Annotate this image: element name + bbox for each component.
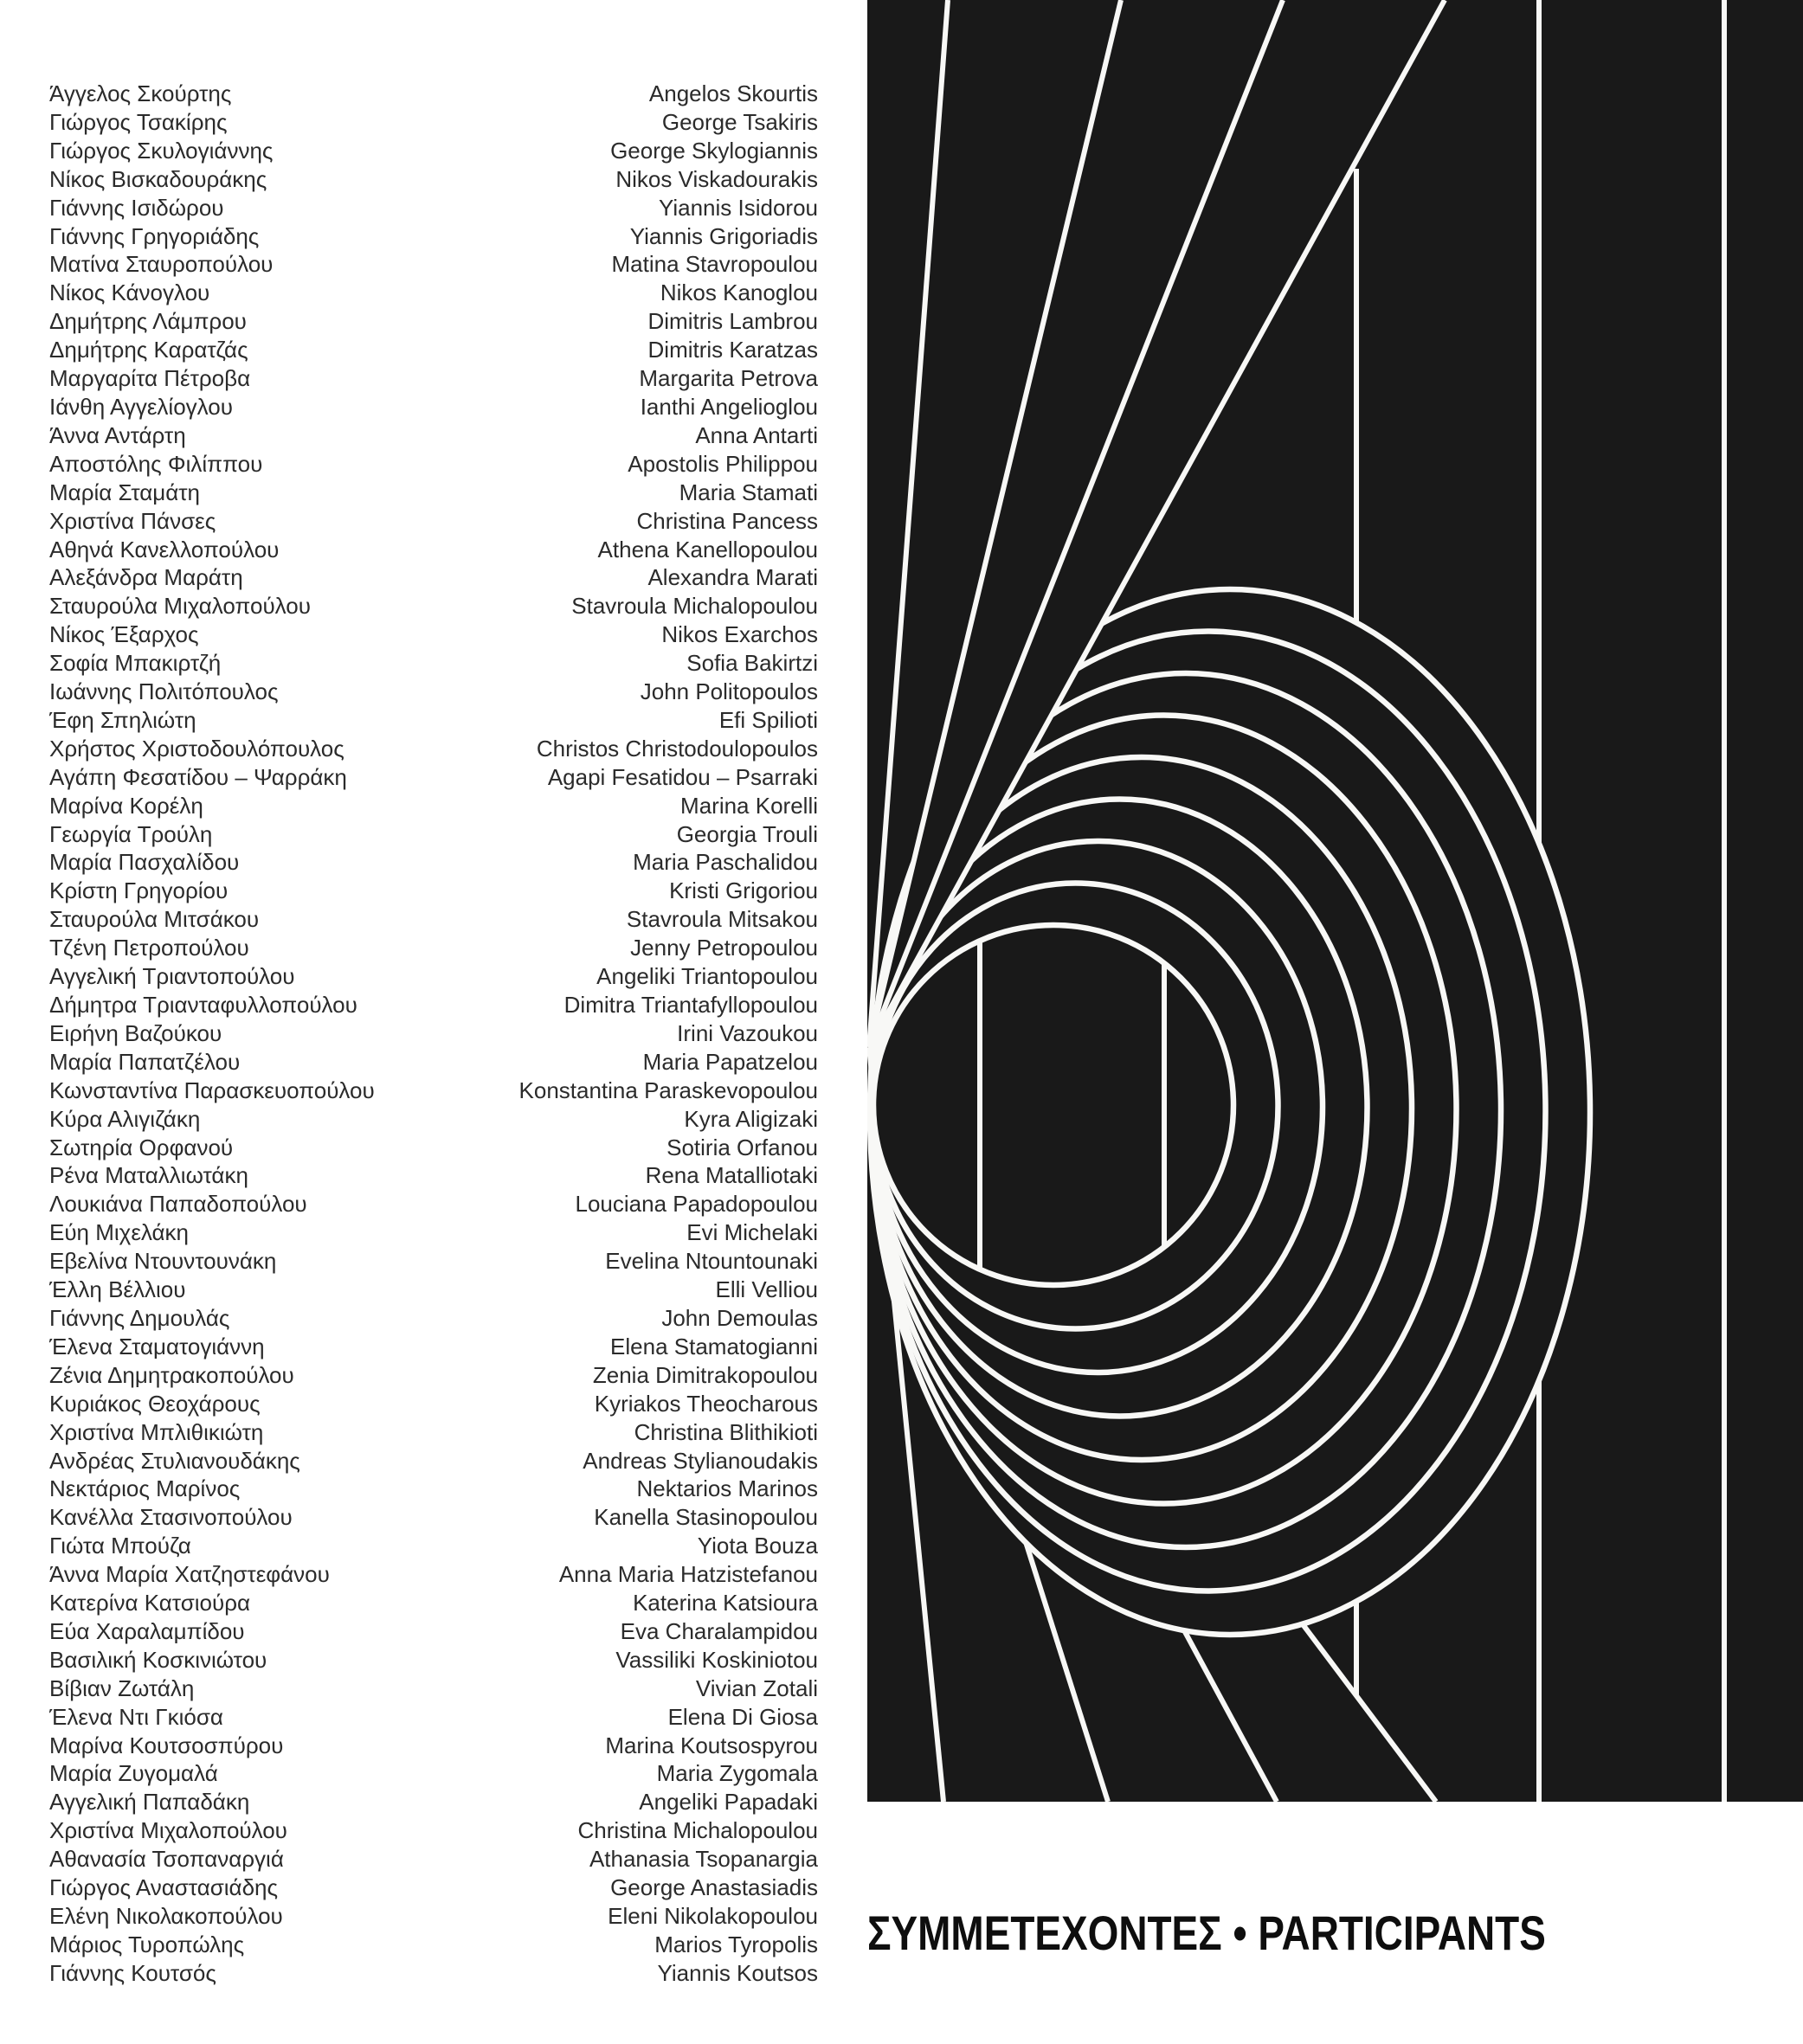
participant-name-english: Yiannis Grigoriadis: [629, 222, 818, 249]
participant-row: [49, 279, 818, 307]
participant-name-greek: Σοφία Μπακιρτζή: [49, 650, 222, 677]
participant-name-greek: Κανέλλα Στασινοπούλου: [49, 1504, 293, 1531]
participant-row: [49, 592, 818, 620]
participant-name-english: George Skylogiannis: [610, 137, 818, 164]
participant-name-greek: Ελένη Νικολακοπούλου: [49, 1903, 283, 1929]
participant-row: [49, 393, 818, 421]
participant-row: [49, 1105, 818, 1134]
participant-name-greek: Γιάννης Κουτσός: [49, 1959, 216, 1986]
participant-name-english: Nikos Exarchos: [661, 621, 818, 648]
participant-row: [49, 706, 818, 735]
participant-name-greek: Ρένα Ματαλλιωτάκη: [49, 1162, 248, 1189]
participant-row: [49, 1390, 818, 1418]
participant-name-english: Vivian Zotali: [695, 1674, 818, 1701]
participant-name-english: Christos Christodoulopoulos: [536, 735, 818, 762]
participant-name-english: Eva Charalampidou: [620, 1617, 818, 1644]
participant-name-greek: Νίκος Βισκαδουράκης: [49, 165, 267, 192]
participant-row: [49, 1589, 818, 1617]
participant-name-english: Louciana Papadopoulou: [575, 1191, 818, 1218]
participant-name-english: Maria Paschalidou: [633, 849, 818, 876]
participant-name-greek: Μαρία Πασχαλίδου: [49, 849, 240, 876]
participant-row: [49, 137, 818, 165]
participant-name-english: Anna Antarti: [695, 421, 818, 448]
participant-row: [49, 336, 818, 364]
participant-name-english: Stavroula Mitsakou: [626, 906, 818, 933]
participant-row: [49, 1190, 818, 1218]
participant-row: [49, 1788, 818, 1816]
participant-row: [49, 1902, 818, 1931]
participant-row: [49, 1418, 818, 1447]
participant-name-english: Athena Kanellopoulou: [597, 536, 818, 562]
participant-name-english: Sofia Bakirtzi: [686, 650, 818, 677]
participant-row: [49, 194, 818, 222]
participant-row: [49, 792, 818, 820]
six-artwork: [867, 0, 1803, 1802]
participant-name-greek: Γιάννης Ισιδώρου: [49, 194, 224, 221]
participant-name-english: Angeliki Papadaki: [639, 1789, 818, 1816]
participant-name-greek: Χριστίνα Μπλιθικιώτη: [49, 1418, 264, 1445]
participant-name-greek: Ζένια Δημητρακοπούλου: [49, 1361, 294, 1388]
participant-name-greek: Γιάννης Γρηγοριάδης: [49, 222, 260, 249]
participant-row: [49, 1646, 818, 1674]
participant-name-greek: Σταυρούλα Μιτσάκου: [49, 906, 260, 933]
participant-name-greek: Λουκιάνα Παπαδοπούλου: [49, 1191, 307, 1218]
participant-name-greek: Νεκτάριος Μαρίνος: [49, 1475, 241, 1502]
participant-row: [49, 649, 818, 678]
participant-name-greek: Αθανασία Τσοπαναργιά: [49, 1846, 284, 1873]
participant-name-english: Rena Matalliotaki: [645, 1162, 818, 1189]
participant-row: [49, 1134, 818, 1162]
participant-row: [49, 1874, 818, 1902]
participant-name-english: Marios Tyropolis: [654, 1931, 818, 1957]
participant-name-english: Yiannis Isidorou: [658, 194, 818, 221]
participant-name-english: Maria Papatzelou: [642, 1048, 818, 1075]
participant-row: [49, 563, 818, 592]
ring-1: [873, 925, 1233, 1285]
participant-name-greek: Αλεξάνδρα Μαράτη: [49, 564, 243, 591]
participant-name-english: Maria Zygomala: [656, 1760, 818, 1787]
participant-row: [49, 1304, 818, 1333]
participant-name-greek: Μαρία Ζυγομαλά: [49, 1760, 218, 1787]
participant-name-english: Irini Vazoukou: [677, 1019, 818, 1046]
participant-name-greek: Κωνσταντίνα Παρασκευοπούλου: [49, 1077, 375, 1103]
artwork-panel: [867, 0, 1803, 1802]
participant-name-english: Athanasia Tsopanargia: [589, 1846, 818, 1873]
participant-name-greek: Αγγελική Τριαντοπούλου: [49, 963, 295, 990]
participant-name-greek: Δήμητρα Τριανταφυλλοπούλου: [49, 992, 357, 1018]
participant-row: [49, 678, 818, 706]
participant-name-greek: Αθηνά Κανελλοπούλου: [49, 536, 280, 562]
participant-name-english: George Anastasiadis: [610, 1874, 818, 1901]
participant-row: [49, 450, 818, 479]
participant-row: [49, 1161, 818, 1190]
participant-name-english: George Tsakiris: [661, 108, 818, 135]
participant-name-greek: Άγγελος Σκούρτης: [49, 80, 232, 106]
participant-name-greek: Κυριάκος Θεοχάρους: [49, 1390, 261, 1417]
participant-name-greek: Νίκος Έξαρχος: [49, 621, 199, 648]
participant-name-greek: Γιάννης Δημουλάς: [49, 1304, 230, 1331]
participant-row: [49, 934, 818, 962]
participant-row: [49, 1560, 818, 1589]
participant-name-english: Marina Koutsospyrou: [605, 1732, 818, 1758]
participant-name-english: Katerina Katsioura: [633, 1590, 818, 1617]
participant-row: [49, 1333, 818, 1361]
participant-name-greek: Τζένη Πετροπούλου: [49, 935, 249, 961]
participant-name-english: Kanella Stasinopoulou: [594, 1504, 818, 1531]
participant-name-english: Ianthi Angelioglou: [640, 393, 818, 420]
participant-row: [49, 1845, 818, 1874]
participant-row: [49, 1077, 818, 1105]
participant-name-greek: Βίβιαν Ζωτάλη: [49, 1674, 195, 1701]
participant-name-english: Christina Pancess: [636, 507, 818, 534]
participant-name-greek: Σωτηρία Ορφανού: [49, 1134, 234, 1160]
participant-name-english: Christina Michalopoulou: [577, 1817, 818, 1844]
participant-name-english: Konstantina Paraskevopoulou: [518, 1077, 818, 1103]
participant-name-english: Andreas Stylianoudakis: [583, 1447, 818, 1474]
participant-name-greek: Εβελίνα Ντουντουνάκη: [49, 1248, 277, 1275]
participant-row: [49, 1247, 818, 1276]
participant-row: [49, 108, 818, 137]
participant-name-english: Nikos Kanoglou: [660, 280, 818, 306]
participant-row: [49, 1218, 818, 1247]
participant-row: [49, 1048, 818, 1077]
participant-name-greek: Δημήτρης Λάμπρου: [49, 308, 247, 335]
participant-name-english: Yiannis Koutsos: [657, 1959, 818, 1986]
participant-name-english: Vassiliki Koskiniotou: [615, 1646, 818, 1673]
participant-name-greek: Μαργαρίτα Πέτροβα: [49, 365, 251, 392]
participant-row: [49, 848, 818, 877]
participant-name-english: Dimitra Triantafyllopoulou: [563, 992, 818, 1018]
participant-name-greek: Κατερίνα Κατσιούρα: [49, 1590, 251, 1617]
participant-name-greek: Γιώτα Μπούζα: [49, 1533, 191, 1559]
participant-row: [49, 165, 818, 194]
participant-name-greek: Έλενα Ντι Γκιόσα: [49, 1703, 223, 1730]
participant-name-english: Elli Velliou: [715, 1276, 818, 1303]
participant-name-greek: Μάριος Τυροπώλης: [49, 1931, 245, 1957]
participant-name-greek: Χριστίνα Μιχαλοπούλου: [49, 1817, 287, 1844]
participant-row: [49, 1447, 818, 1475]
participant-name-greek: Σταυρούλα Μιχαλοπούλου: [49, 593, 311, 620]
participant-row: [49, 877, 818, 905]
participant-name-greek: Έφη Σπηλιώτη: [49, 706, 196, 733]
participant-row: [49, 307, 818, 336]
participant-row: [49, 1276, 818, 1304]
participant-name-english: Jenny Petropoulou: [630, 935, 818, 961]
participant-row: [49, 735, 818, 763]
participant-name-english: Angeliki Triantopoulou: [596, 963, 818, 990]
participant-row: [49, 763, 818, 792]
participant-name-greek: Γιώργος Σκυλογιάννης: [49, 137, 274, 164]
participant-name-greek: Μαρίνα Κορέλη: [49, 792, 203, 819]
participant-name-greek: Μαρία Σταμάτη: [49, 479, 201, 505]
participant-name-english: Yiota Bouza: [697, 1533, 818, 1559]
participant-name-english: Georgia Trouli: [676, 820, 818, 847]
participant-row: [49, 250, 818, 279]
participant-name-greek: Εύα Χαραλαμπίδου: [49, 1617, 245, 1644]
participant-name-greek: Γιώργος Αναστασιάδης: [49, 1874, 279, 1901]
participant-name-greek: Κύρα Αλιγιζάκη: [49, 1105, 201, 1132]
participant-row: [49, 991, 818, 1019]
participant-row: [49, 620, 818, 649]
participant-name-english: Margarita Petrova: [639, 365, 818, 392]
participant-row: [49, 1931, 818, 1959]
participant-row: [49, 1503, 818, 1532]
participant-name-greek: Αποστόλης Φιλίππου: [49, 450, 263, 477]
participant-name-greek: Έλενα Σταματογιάννη: [49, 1333, 265, 1359]
participant-name-greek: Ιάνθη Αγγελίογλου: [49, 393, 233, 420]
participant-name-english: Evelina Ntountounaki: [605, 1248, 818, 1275]
participant-name-english: Matina Stavropoulou: [611, 251, 818, 278]
participant-row: [49, 905, 818, 934]
participant-name-english: Stavroula Michalopoulou: [571, 593, 818, 620]
participant-row: [49, 1732, 818, 1760]
participant-row: [49, 1475, 818, 1503]
participant-row: [49, 421, 818, 450]
page-title: ΣΥΜΜΕΤΕΧΟΝΤΕΣ • PARTICIPANTS: [867, 1906, 1546, 1960]
participant-name-english: Marina Korelli: [680, 792, 818, 819]
participant-row: [49, 1532, 818, 1560]
participant-name-greek: Ιωάννης Πολιτόπουλος: [49, 678, 279, 705]
participant-row: [49, 536, 818, 564]
participant-name-english: Kristi Grigoriou: [669, 877, 818, 904]
participant-name-english: Efi Spilioti: [718, 706, 818, 733]
participant-name-english: John Politopoulos: [640, 678, 818, 705]
participant-row: [49, 364, 818, 393]
participant-name-greek: Χρήστος Χριστοδουλόπουλος: [49, 735, 345, 762]
participant-row: [49, 1019, 818, 1048]
participant-row: [49, 507, 818, 536]
participant-row: [49, 1759, 818, 1788]
participant-name-english: Elena Di Giosa: [667, 1703, 818, 1730]
participant-name-greek: Γεωργία Τρούλη: [49, 820, 213, 847]
participant-name-english: Maria Stamati: [679, 479, 818, 505]
participant-row: [49, 820, 818, 849]
participant-name-greek: Αγάπη Φεσατίδου – Ψαρράκη: [49, 763, 347, 790]
participant-name-english: Christina Blithikioti: [634, 1418, 818, 1445]
participant-name-english: Dimitris Lambrou: [647, 308, 818, 335]
participant-name-greek: Βασιλική Κοσκινιώτου: [49, 1646, 267, 1673]
participant-name-english: Kyriakos Theocharous: [594, 1390, 818, 1417]
participant-name-english: Alexandra Marati: [647, 564, 818, 591]
participant-name-english: Angelos Skourtis: [648, 80, 818, 106]
participant-name-greek: Δημήτρης Καρατζάς: [49, 337, 248, 363]
participant-row: [49, 1816, 818, 1845]
participant-row: [49, 479, 818, 507]
participant-name-greek: Μαρία Παπατζέλου: [49, 1048, 241, 1075]
participant-name-english: Sotiria Orfanou: [666, 1134, 818, 1160]
participant-name-english: Apostolis Philippou: [628, 450, 818, 477]
participant-name-greek: Άννα Αντάρτη: [49, 421, 186, 448]
participant-name-greek: Χριστίνα Πάνσες: [49, 507, 216, 534]
participant-row: [49, 962, 818, 991]
participant-name-english: Kyra Aligizaki: [684, 1105, 818, 1132]
participant-row: [49, 1617, 818, 1646]
participant-name-english: Zenia Dimitrakopoulou: [592, 1361, 818, 1388]
participant-name-english: Dimitris Karatzas: [647, 337, 818, 363]
participant-name-greek: Μαρίνα Κουτσοσπύρου: [49, 1732, 284, 1758]
participant-row: [49, 1361, 818, 1390]
participant-name-greek: Άννα Μαρία Χατζηστεφάνου: [49, 1561, 330, 1588]
participant-name-english: Nektarios Marinos: [636, 1475, 818, 1502]
participant-name-english: John Demoulas: [661, 1304, 818, 1331]
participant-name-english: Nikos Viskadourakis: [615, 165, 818, 192]
participant-name-greek: Ματίνα Σταυροπούλου: [49, 251, 274, 278]
participant-name-english: Eleni Nikolakopoulou: [608, 1903, 818, 1929]
participant-name-greek: Αγγελική Παπαδάκη: [49, 1789, 250, 1816]
participant-name-english: Evi Michelaki: [686, 1219, 818, 1246]
participant-name-greek: Ανδρέας Στυλιανουδάκης: [49, 1447, 300, 1474]
participant-name-english: Agapi Fesatidou – Psarraki: [547, 763, 818, 790]
participant-row: [49, 1703, 818, 1732]
participant-name-greek: Νίκος Κάνογλου: [49, 280, 210, 306]
participant-name-greek: Κρίστη Γρηγορίου: [49, 877, 229, 904]
participants-list: [49, 80, 818, 1988]
participant-row: [49, 1674, 818, 1703]
participant-name-english: Anna Maria Hatzistefanou: [558, 1561, 818, 1588]
participant-row: [49, 80, 818, 108]
participant-name-greek: Εύη Μιχελάκη: [49, 1219, 190, 1246]
participant-name-greek: Γιώργος Τσακίρης: [49, 108, 228, 135]
participant-name-greek: Ειρήνη Βαζούκου: [49, 1019, 222, 1046]
participant-name-english: Elena Stamatogianni: [610, 1333, 818, 1359]
participant-row: [49, 222, 818, 251]
participant-row: [49, 1959, 818, 1988]
participant-name-greek: Έλλη Βέλλιου: [49, 1276, 186, 1303]
